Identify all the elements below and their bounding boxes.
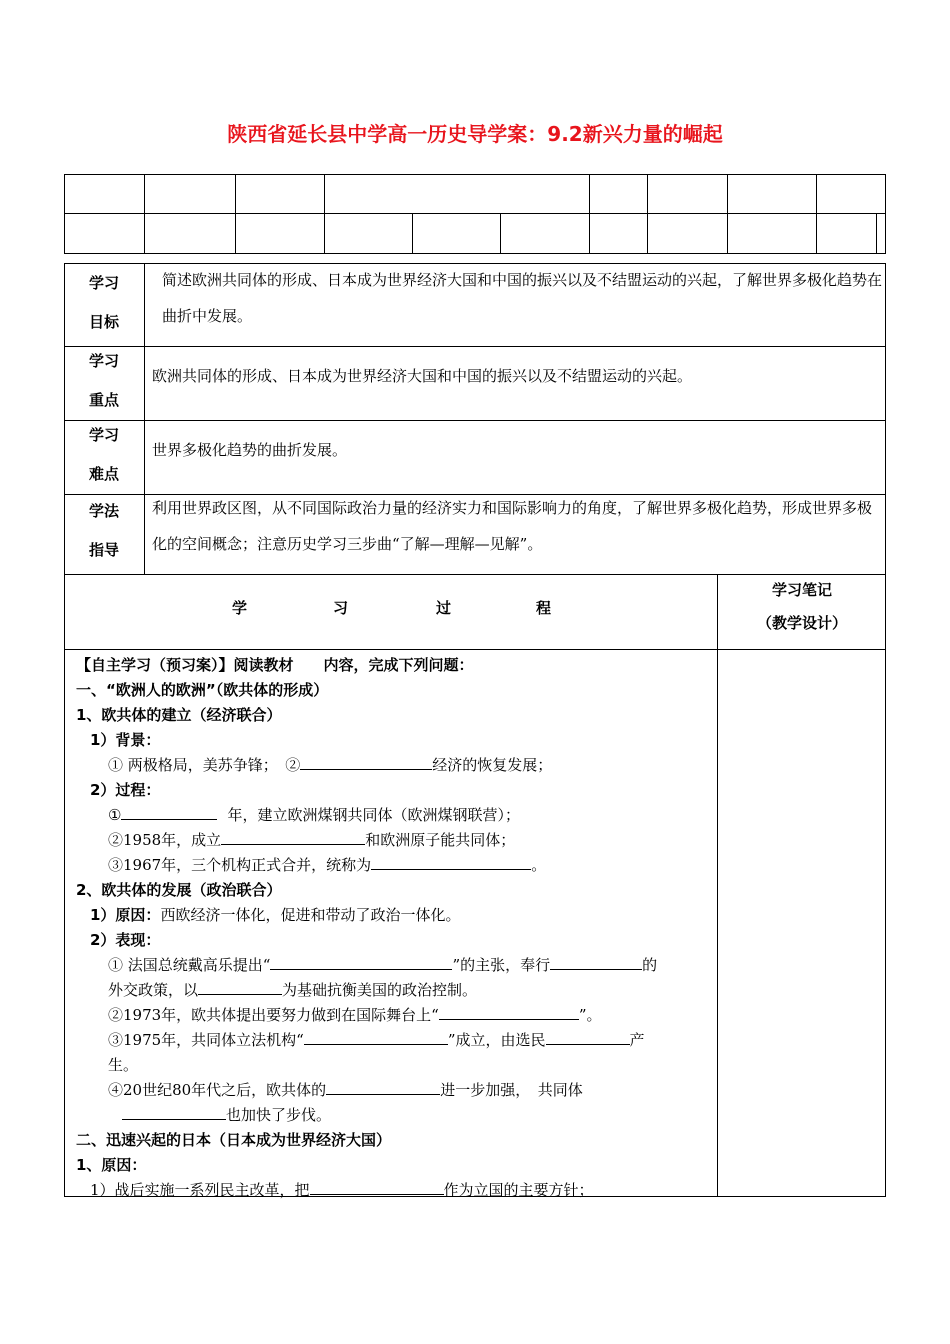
content-text: ②1973年，欧共体提出要努力做到在国际舞台上“: [108, 1006, 439, 1024]
grid-divider: [412, 213, 413, 254]
content-text: 1）战后实施一系列民主改革，把: [90, 1181, 310, 1199]
content-line: [108, 1004, 602, 1025]
row-label-line: 重点: [88, 391, 119, 409]
process-header-char: 习: [333, 599, 349, 617]
fill-blank: [304, 1030, 448, 1045]
row-label: [64, 424, 144, 484]
grid-divider: [589, 174, 590, 254]
fill-blank: [270, 955, 452, 970]
content-line: [90, 904, 460, 925]
notes-header-title: 学习笔记: [771, 581, 832, 599]
row-label: [64, 500, 144, 560]
content-line: [108, 1029, 645, 1050]
fill-blank: [121, 805, 217, 820]
grid-divider: [816, 174, 817, 254]
content-subheading: 2）表现：: [90, 931, 161, 949]
row-label: [64, 272, 144, 332]
fill-blank: [546, 1030, 630, 1045]
content-line: [108, 954, 657, 975]
method-text: 利用世界政区图，从不同国际政治力量的经济实力和国际影响力的角度，了解世界多极化趋势，形成世界多极化的空间概念；注意历史学习三步曲“了解—理解—见解”。: [152, 499, 873, 553]
table-divider: [64, 649, 886, 650]
content-text: ②1958年，成立: [108, 831, 222, 849]
content-line: 生。: [108, 1056, 139, 1074]
key-points-text: 欧洲共同体的形成、日本成为世界经济大国和中国的振兴以及不结盟运动的兴起。: [152, 367, 693, 385]
content-text: ① 两极格局，美苏争锋； ②: [108, 756, 301, 774]
fill-blank: [550, 955, 642, 970]
row-label-line: 学习: [88, 274, 119, 292]
content-subheading: 1）背景：: [90, 731, 161, 749]
row-label-line: 难点: [88, 465, 119, 483]
row-label-line: 学法: [88, 502, 119, 520]
page-title: 陕西省延长县中学高一历史导学案：9.2新兴力量的崛起: [227, 122, 723, 146]
fill-blank: [198, 980, 282, 995]
fill-blank: [326, 1080, 440, 1095]
table-divider: [64, 346, 886, 347]
row-label-line: 学习: [88, 352, 119, 370]
content-text: 。: [531, 856, 547, 874]
content-text: ③1967年，三个机构正式合并，统称为: [108, 856, 372, 874]
content-line: [122, 1104, 331, 1125]
content-text: ①: [108, 806, 122, 824]
content-text: 经济的恢复发展；: [432, 756, 553, 774]
study-objective-text: 简述欧洲共同体的形成、日本成为世界经济大国和中国的振兴以及不结盟运动的兴起，了解世界多极化趋势在曲折中发展。: [162, 271, 883, 325]
content-heading: 一、“欧洲人的欧洲”（欧共体的形成）: [76, 681, 329, 699]
content-text: 年，建立欧洲煤钢共同体（欧洲煤钢联营）；: [227, 806, 520, 824]
content-text: 外交政策，以: [108, 981, 199, 999]
content-subheading: 2）过程：: [90, 781, 161, 799]
content-text: ”成立，由选民: [447, 1031, 546, 1049]
grid-divider: [727, 174, 728, 254]
content-line: [108, 754, 552, 775]
content-line: [108, 829, 515, 850]
fill-blank: [122, 1105, 226, 1120]
content-line: [108, 1079, 583, 1100]
content-text: ”的主张，奉行: [452, 956, 551, 974]
content-heading: 2、欧共体的发展（政治联合）: [76, 881, 282, 899]
notes-header-subtitle: （教学设计）: [756, 614, 847, 632]
grid-divider: [647, 174, 648, 254]
grid-divider: [64, 213, 886, 214]
fill-blank: [371, 855, 531, 870]
header-info-grid: [64, 174, 886, 254]
content-text: 西欧经济一体化，促进和带动了政治一体化。: [160, 906, 461, 924]
table-divider: [717, 575, 718, 1197]
difficulties-text: 世界多极化趋势的曲折发展。: [152, 441, 348, 459]
content-text: 作为立国的主要方针；: [443, 1181, 594, 1199]
content-line: [108, 979, 477, 1000]
fill-blank: [300, 755, 432, 770]
content-text: 也加快了步伐。: [226, 1106, 332, 1124]
content-text: 为基础抗衡美国的政治控制。: [282, 981, 478, 999]
grid-divider: [500, 213, 501, 254]
row-label-line: 学习: [88, 426, 119, 444]
content-text: ④20世纪80年代之后，欧共体的: [108, 1081, 327, 1099]
row-label: [64, 350, 144, 410]
content-heading: 1、原因：: [76, 1156, 147, 1174]
table-divider: [144, 263, 145, 575]
row-label-line: 指导: [88, 541, 119, 559]
table-divider: [64, 420, 886, 421]
content-text: 产: [629, 1031, 645, 1049]
grid-divider: [324, 174, 325, 254]
content-text: 进一步加强， 共同体: [440, 1081, 583, 1099]
content-line: 【自主学习（预习案）】阅读教材 内容，完成下列问题：: [76, 656, 474, 674]
grid-divider: [144, 174, 145, 254]
content-heading: 二、迅速兴起的日本（日本成为世界经济大国）: [76, 1131, 392, 1149]
grid-divider: [235, 174, 236, 254]
notes-header: [718, 579, 886, 633]
content-text: ① 法国总统戴高乐提出“: [108, 956, 271, 974]
fill-blank: [310, 1180, 444, 1195]
process-header-char: 程: [536, 599, 552, 617]
content-line: [108, 804, 520, 825]
row-label-line: 目标: [88, 313, 119, 331]
content-text: ”。: [578, 1006, 602, 1024]
grid-divider: [876, 213, 877, 254]
content-text: 和欧洲原子能共同体；: [365, 831, 516, 849]
fill-blank: [221, 830, 365, 845]
content-line: [90, 1179, 594, 1200]
content-line: [108, 854, 546, 875]
content-text: 1）原因：: [90, 906, 161, 924]
fill-blank: [439, 1005, 579, 1020]
process-header-char: 过: [436, 599, 452, 617]
content-heading: 1、欧共体的建立（经济联合）: [76, 706, 282, 724]
content-text: 的: [642, 956, 658, 974]
content-text: ③1975年，共同体立法机构“: [108, 1031, 304, 1049]
process-header-char: 学: [232, 599, 248, 617]
